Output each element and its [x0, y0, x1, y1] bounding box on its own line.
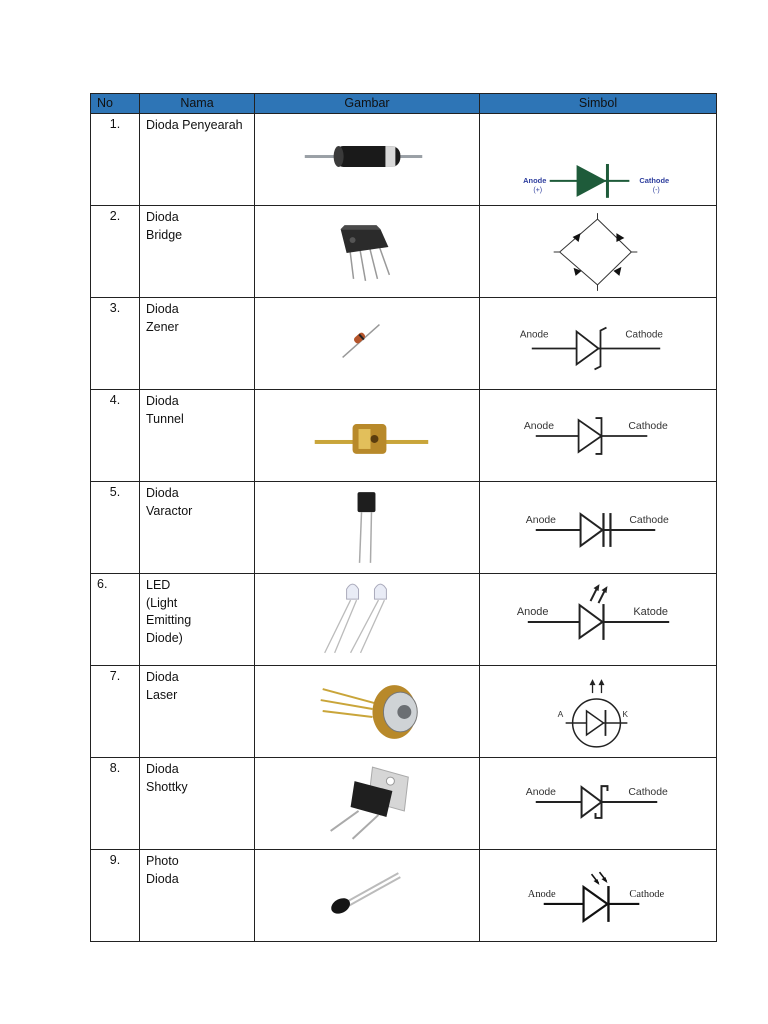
anode-label: Anode	[525, 787, 556, 799]
table-row	[91, 850, 717, 942]
table-row	[91, 666, 717, 758]
led-image	[255, 574, 479, 665]
diode-name: Dioda Varactor	[146, 486, 193, 518]
row-number: 7.	[91, 666, 140, 758]
zener-diode-image	[255, 298, 479, 389]
row-number: 5.	[91, 482, 140, 574]
row-number: 9.	[91, 850, 140, 942]
diode-name: Dioda Zener	[146, 302, 179, 334]
varactor-diode-image	[255, 482, 479, 573]
table-row	[91, 482, 717, 574]
anode-sign-label: (+)	[533, 186, 543, 194]
cathode-sign-label: (-)	[652, 186, 660, 194]
cathode-label: Cathode	[639, 175, 670, 185]
anode-label: A	[557, 708, 564, 719]
anode-label: Anode	[519, 329, 549, 341]
table-row	[91, 206, 717, 298]
row-number: 1.	[91, 114, 140, 206]
row-number: 8.	[91, 758, 140, 850]
tunnel-diode-symbol	[480, 390, 716, 481]
diode-name: Photo Dioda	[146, 854, 179, 886]
photo-diode-image	[255, 850, 479, 941]
varactor-diode-symbol	[480, 482, 716, 573]
anode-label: Anode	[516, 606, 549, 619]
cathode-label: Cathode	[625, 329, 663, 341]
diode-name: Dioda Tunnel	[146, 394, 184, 426]
anode-label: Anode	[527, 888, 556, 900]
rectifier-diode-symbol	[480, 114, 716, 205]
cathode-label: Cathode	[628, 421, 668, 433]
laser-diode-image	[255, 666, 479, 757]
diode-table	[90, 93, 717, 942]
bridge-diode-image	[255, 206, 479, 297]
diode-name: Dioda Penyearah	[146, 118, 243, 132]
zener-diode-symbol	[480, 298, 716, 389]
table-row	[91, 758, 717, 850]
cathode-label: Cathode	[629, 515, 669, 527]
anode-label: Anode	[525, 515, 556, 527]
header-no: No	[91, 94, 140, 114]
header-symbol: Simbol	[480, 94, 717, 114]
photo-diode-symbol	[480, 850, 716, 941]
table-row	[91, 298, 717, 390]
diode-name: Dioda Laser	[146, 670, 179, 702]
row-number: 2.	[91, 206, 140, 298]
rectifier-diode-image	[255, 114, 479, 205]
table-header-row	[91, 94, 717, 114]
anode-label: Anode	[523, 175, 547, 185]
tunnel-diode-image	[255, 390, 479, 481]
table-row	[91, 574, 717, 666]
schottky-diode-symbol	[480, 758, 716, 849]
cathode-label: Katode	[633, 606, 669, 619]
header-name: Nama	[140, 94, 255, 114]
laser-diode-symbol	[480, 666, 716, 757]
row-number: 3.	[91, 298, 140, 390]
cathode-label: Cathode	[628, 787, 668, 799]
row-number: 6.	[91, 574, 140, 666]
cathode-label: K	[622, 708, 629, 719]
diode-name: LED (Light Emitting Diode)	[146, 578, 192, 645]
table-row	[91, 390, 717, 482]
diode-name: Dioda Shottky	[146, 762, 188, 794]
led-symbol	[480, 574, 716, 665]
header-image: Gambar	[255, 94, 480, 114]
schottky-diode-image	[255, 758, 479, 849]
table-row	[91, 114, 717, 206]
bridge-diode-symbol	[480, 206, 716, 297]
row-number: 4.	[91, 390, 140, 482]
cathode-label: Cathode	[629, 888, 665, 900]
anode-label: Anode	[523, 421, 555, 433]
diode-name: Dioda Bridge	[146, 210, 183, 242]
